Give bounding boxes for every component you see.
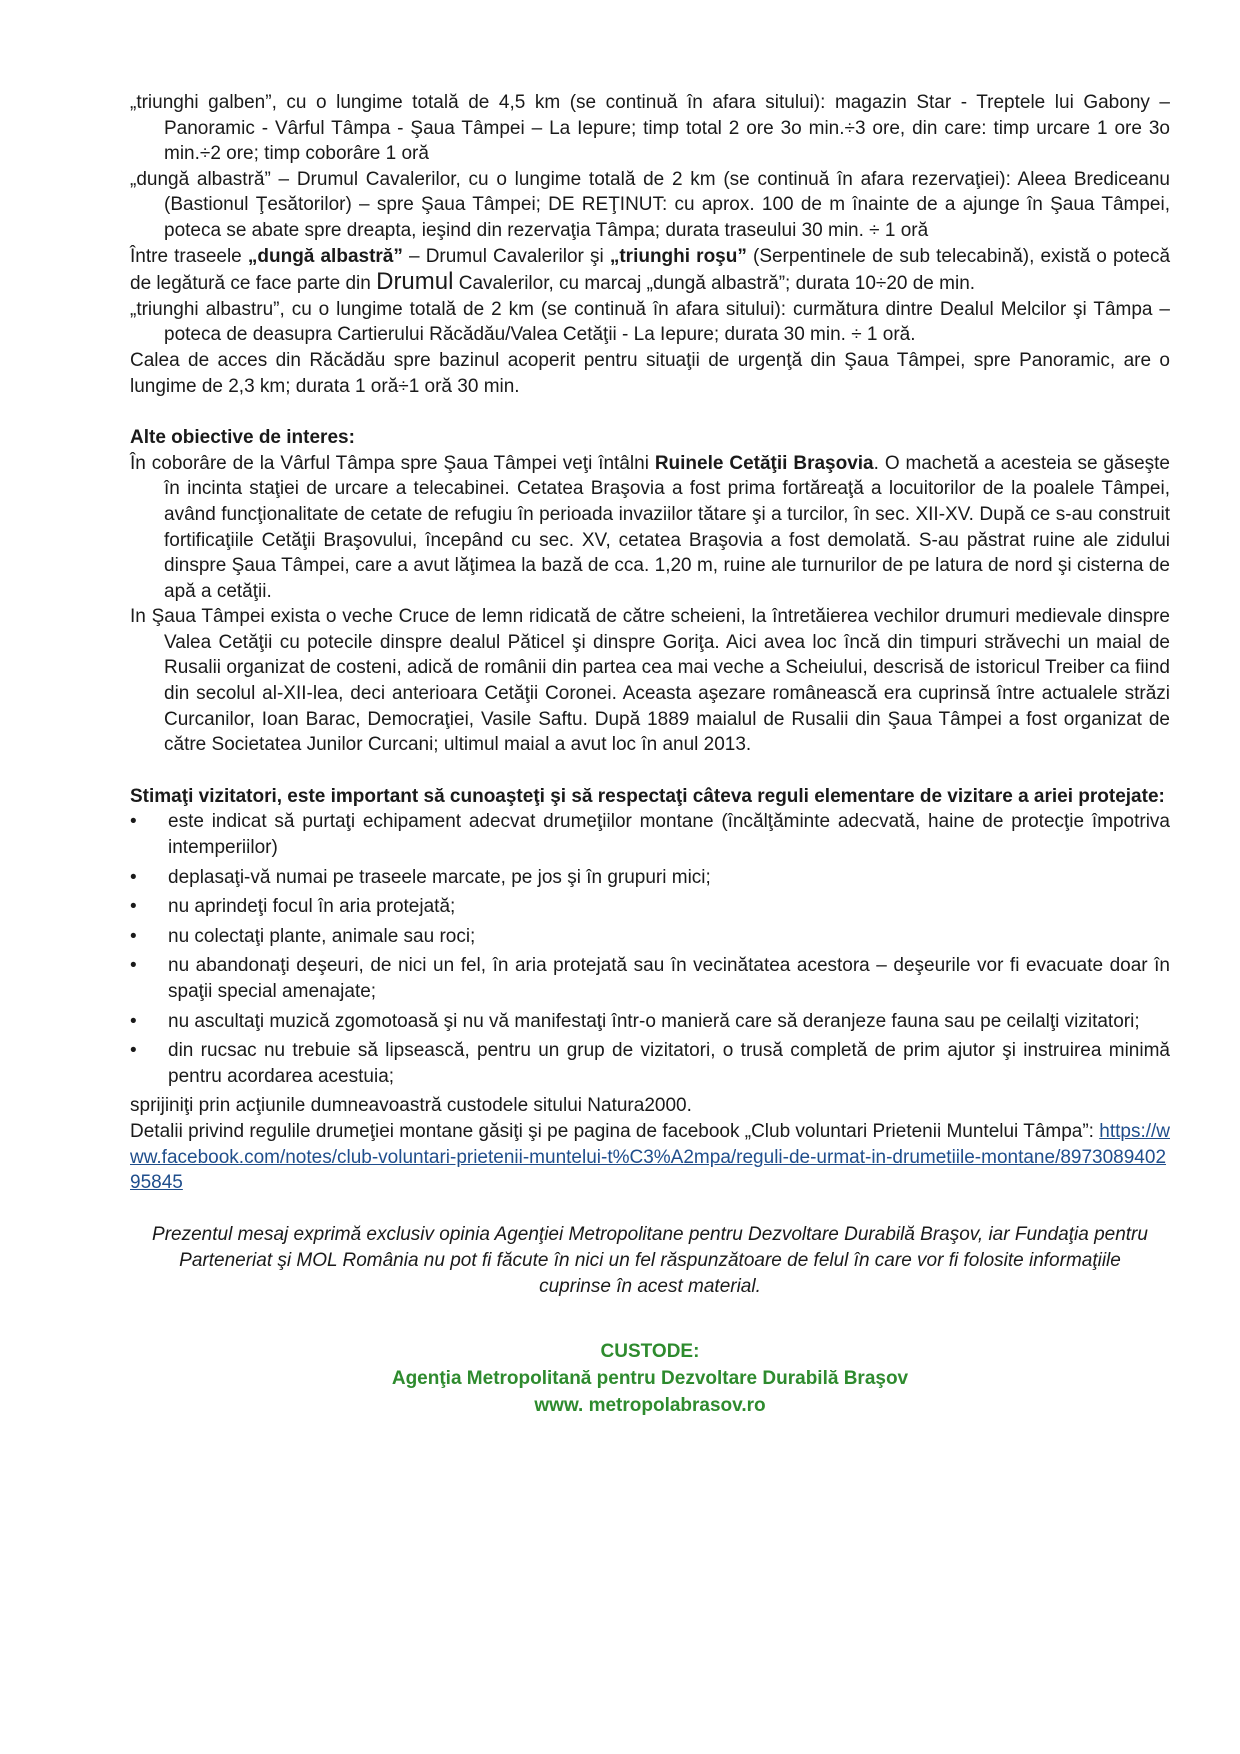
link-path-blue-stripe: „dungă albastră” [247, 245, 403, 267]
bullet-icon: • [130, 811, 137, 833]
bullet-icon: • [130, 866, 137, 888]
bullet-icon: • [130, 925, 137, 947]
ruins-text-1: În coborâre de la Vârful Tâmpa spre Şaua Tâmpei veţi întâlni [130, 452, 655, 474]
rule-item [130, 865, 1170, 891]
route-blue-stripe: „dungă albastră” – Drumul Cavalerilor, cu o lungime totală de 2 km (se continuă în afara rezervaţiei): Aleea Brediceanu (Bastionul Ţesătorilor) – spre Şaua Tâmpei; DE REŢINUT: cu aprox. 100 de m înainte de a ajunge în Şaua Tâmpei, poteca se abate spre dreapta, ieşind din rezervaţia Tâmpa; durata traseului 30 min. ÷ 1 oră [130, 168, 1170, 241]
custode-block [130, 1338, 1170, 1419]
rule-item [130, 1009, 1170, 1035]
facebook-link[interactable]: https://www.facebook.com/notes/club-voluntari-prietenii-muntelui-t%C3%A2mpa/reguli-de-urmat-in-drumetiile-montane/897308940295845 [130, 1120, 1170, 1194]
ruins-name: Ruinele Cetăţii Braşovia [654, 452, 874, 474]
custode-website: www. metropolabrasov.ro [534, 1394, 766, 1416]
link-path-red-triangle: „triunghi roşu” [609, 245, 747, 267]
rule-item [130, 809, 1170, 860]
link-path-text-2: – Drumul Cavalerilor şi [402, 245, 610, 267]
rule-text: nu ascultaţi muzică zgomotoasă şi nu vă manifestaţi într-o manieră care să deranjeze fauna sau pe ceilalţi vizitatori; [168, 1010, 1140, 1032]
rule-item [130, 953, 1170, 1004]
rule-text: deplasaţi-vă numai pe traseele marcate, pe jos şi în grupuri mici; [168, 866, 711, 888]
link-path-drumul: Drumul [376, 268, 454, 296]
rules-heading: Stimaţi vizitatori, este important să cunoaşteţi şi să respectaţi câteva reguli elementare de vizitare a ariei protejate: [130, 785, 1165, 807]
rule-item [130, 894, 1170, 920]
rule-text: nu abandonaţi deşeuri, de nici un fel, în aria protejată sau în vecinătatea acestora – deşeurile vor fi evacuate doar în spaţii special amenajate; [168, 955, 1170, 1002]
rules-list [130, 809, 1170, 1089]
link-path-text-3: (Serpentinele de sub telecabină), există o potecă de legătură ce face parte din [130, 245, 1171, 295]
link-path-text-4: Cavalerilor, cu marcaj „dungă albastră”; durata 10÷20 de min. [453, 273, 976, 295]
access-road: Calea de acces din Răcădău spre bazinul acoperit pentru situaţii de urgenţă din Şaua Tâmpei, spre Panoramic, are o lungime de 2,3 km; durata 1 oră÷1 oră 30 min. [130, 349, 1170, 397]
rule-item [130, 924, 1170, 950]
rule-item [130, 1038, 1170, 1089]
rule-text: nu colectaţi plante, animale sau roci; [168, 925, 476, 947]
custode-agency: Agenţia Metropolitană pentru Dezvoltare Durabilă Braşov [391, 1367, 909, 1389]
document-page [130, 90, 1170, 1419]
objectives-heading: Alte obiective de interes: [130, 427, 355, 449]
bullet-icon: • [130, 1040, 137, 1062]
bullet-icon: • [130, 1010, 137, 1032]
cross-paragraph: In Şaua Tâmpei exista o veche Cruce de lemn ridicată de către scheieni, la întretăierea vechilor drumuri medievale dinspre Valea Cetăţii cu potecile dinspre dealul Păticel şi dinspre Goriţa. Aici avea loc încă din timpuri străvechi un maial de Rusalii organizat de costeni, adică de românii din partea cea mai veche a Scheiului, descrisă de istoricul Treiber ca fiind din secolul al-XII-lea, deci anterioara Cetăţii Coronei. Aceasta aşezare românească era cuprinsă între actualele străzi Curcanilor, Ioan Barac, Democraţiei, Vasile Saftu. După 1889 maialul de Rusalii din Şaua Tâmpei a fost organizat de către Societatea Junilor Curcani; ultimul maial a avut loc în anul 2013. [130, 606, 1170, 756]
route-blue-triangle: „triunghi albastru”, cu o lungime totală de 2 km (se continuă în afara sitului): curmătura dintre Dealul Melcilor şi Tâmpa – poteca de deasupra Cartierului Răcădău/Valea Cetăţii - La Iepure; durata 30 min. ÷ 1 oră. [130, 298, 1170, 346]
custode-label: CUSTODE: [600, 1340, 700, 1362]
support-line: sprijiniţi prin acţiunile dumneavoastră custodele sitului Natura2000. [130, 1095, 692, 1117]
ruins-paragraph [130, 451, 1170, 605]
details-paragraph [130, 1119, 1170, 1196]
ruins-text-2: . O machetă a acesteia se găseşte în incinta staţiei de urcare a telecabinei. Cetatea Braşovia a fost prima fortăreaţă a locuitorilor de la poalele Tâmpei, având funcţionalitate de cetate de refugiu în perioada invaziilor tătare şi a turcilor, în sec. XII-XV. După ce s-au construit fortificaţiile Cetăţii Braşovului, începând cu sec. XV, cetatea Braşovia a fost demolată. S-au păstrat ruine ale zidului dinspre Şaua Tâmpei, care a avut lăţimea la bază de cca. 1,20 m, ruine ale turnurilor de pe latura de nord şi cisterna de apă a cetăţii. [164, 452, 1170, 602]
bullet-icon: • [130, 955, 137, 977]
route-yellow-triangle: „triunghi galben”, cu o lungime totală de 4,5 km (se continuă în afara sitului): magazin Star - Treptele lui Gabony – Panoramic - Vârful Tâmpa - Şaua Tâmpei – La Iepure; timp total 2 ore 3o min.÷3 ore, din care: timp urcare 1 ore 3o min.÷2 ore; timp coborâre 1 oră [130, 92, 1170, 165]
details-text: Detalii privind regulile drumeţiei montane găsiţi şi pe pagina de facebook „Club voluntari Prietenii Muntelui Tâmpa”: [130, 1120, 1100, 1142]
bullet-icon: • [130, 896, 137, 918]
rule-text: nu aprindeţi focul în aria protejată; [168, 896, 456, 918]
link-path-text-1: Între traseele [130, 245, 248, 267]
rule-text: din rucsac nu trebuie să lipsească, pentru un grup de vizitatori, o trusă completă de prim ajutor şi instruirea minimă pentru acordarea acestuia; [168, 1040, 1170, 1087]
rule-text: este indicat să purtaţi echipament adecvat drumeţiilor montane (încălţăminte adecvată, haine de protecţie împotriva intemperiilor) [168, 811, 1170, 859]
disclaimer: Prezentul mesaj exprimă exclusiv opinia Agenţiei Metropolitane pentru Dezvoltare Durabilă Braşov, iar Fundaţia pentru Parteneriat şi MOL România nu pot fi făcute în nici un fel răspunzătoare de felul în care vor fi folosite informaţiile cuprinse în acest material. [152, 1223, 1148, 1297]
route-link-path [130, 244, 1170, 297]
